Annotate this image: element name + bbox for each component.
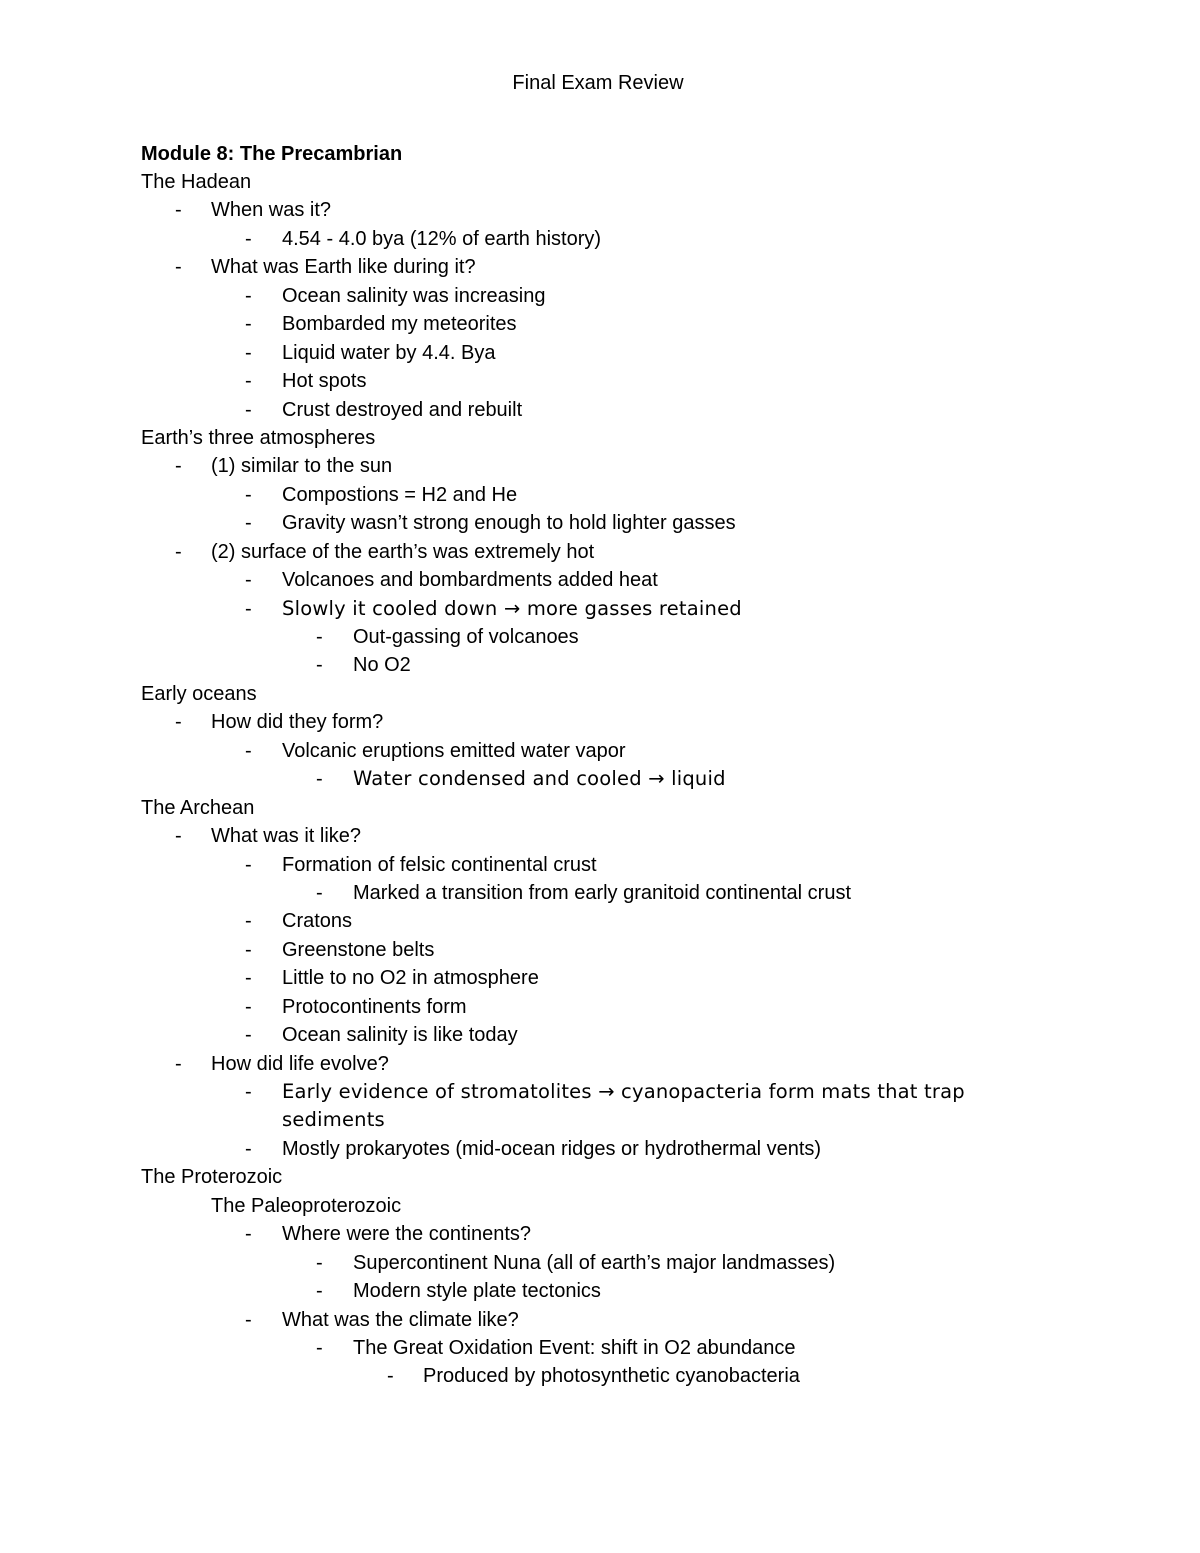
bullet-dash: - xyxy=(316,768,323,791)
bullet-dash: - xyxy=(316,1336,323,1359)
bullet-dash: - xyxy=(245,1137,252,1160)
bullet-dash: - xyxy=(245,483,252,506)
outline-line xyxy=(0,822,1200,850)
outline-text: Produced by photosynthetic cyanobacteria xyxy=(423,1365,800,1388)
outline-line xyxy=(0,1362,1200,1390)
outline-text: Slowly it cooled down → more gasses retained xyxy=(282,596,742,620)
outline-line xyxy=(0,538,1200,566)
outline-line xyxy=(0,367,1200,395)
outline-text: Volcanic eruptions emitted water vapor xyxy=(282,739,626,762)
outline-line xyxy=(0,1163,1200,1191)
outline-line xyxy=(0,595,1200,623)
outline-line xyxy=(0,424,1200,452)
outline-text: Compostions = H2 and He xyxy=(282,483,518,506)
bullet-dash: - xyxy=(316,1280,323,1303)
outline-text: Mostly prokaryotes (mid-ocean ridges or hydrothermal vents) xyxy=(282,1137,822,1160)
outline-line xyxy=(0,708,1200,736)
bullet-dash: - xyxy=(245,313,252,336)
outline-text: What was it like? xyxy=(211,825,362,848)
bullet-dash: - xyxy=(175,256,182,279)
outline-text: Water condensed and cooled → liquid xyxy=(353,767,726,791)
outline-text: Supercontinent Nuna (all of earth’s major landmasses) xyxy=(353,1251,836,1274)
outline-text: How did life evolve? xyxy=(211,1052,389,1075)
outline-line xyxy=(0,936,1200,964)
outline-line xyxy=(0,907,1200,935)
bullet-dash: - xyxy=(316,626,323,648)
outline-text: The Proterozoic xyxy=(141,1166,283,1189)
outline-line xyxy=(0,1249,1200,1277)
outline-text: The Paleoproterozoic xyxy=(211,1194,402,1217)
bullet-dash: - xyxy=(245,938,252,961)
bullet-dash: - xyxy=(245,227,252,250)
bullet-dash: - xyxy=(245,1024,252,1047)
outline-text: sediments xyxy=(282,1108,385,1132)
bullet-dash: - xyxy=(175,711,182,734)
outline-line xyxy=(0,196,1200,224)
outline-line xyxy=(0,1135,1200,1163)
bullet-dash: - xyxy=(245,597,252,620)
outline-line xyxy=(0,310,1200,338)
outline-text: Cratons xyxy=(282,910,353,933)
outline-line xyxy=(0,737,1200,765)
outline-line xyxy=(0,168,1200,196)
outline-line xyxy=(0,1334,1200,1362)
outline-text: The Great Oxidation Event: shift in O2 abundance xyxy=(353,1336,796,1359)
outline-line xyxy=(0,851,1200,879)
outline-line xyxy=(0,1078,1200,1106)
outline-text: The Archean xyxy=(141,796,255,819)
bullet-dash: - xyxy=(245,1223,252,1246)
outline-line xyxy=(0,282,1200,310)
bullet-dash: - xyxy=(245,569,252,592)
outline-line xyxy=(0,765,1200,793)
bullet-dash: - xyxy=(175,825,182,848)
outline-text: How did they form? xyxy=(211,711,384,734)
outline-text: Ocean salinity is like today xyxy=(282,1024,518,1047)
outline-line xyxy=(0,993,1200,1021)
outline-line xyxy=(0,623,1200,651)
outline-line xyxy=(0,225,1200,253)
outline-line xyxy=(0,566,1200,594)
outline-text: Earth’s three atmospheres xyxy=(141,426,376,449)
outline-text: Hot spots xyxy=(282,370,367,393)
module-heading: Module 8: The Precambrian xyxy=(141,143,403,165)
outline-line xyxy=(0,396,1200,424)
bullet-dash: - xyxy=(175,1052,182,1075)
outline-text: Formation of felsic continental crust xyxy=(282,853,597,876)
outline-line xyxy=(0,509,1200,537)
outline-text: Bombarded my meteorites xyxy=(282,313,517,336)
outline-list xyxy=(0,168,1200,1391)
outline-text: Early evidence of stromatolites → cyanopacteria form mats that trap xyxy=(282,1080,965,1103)
outline-text: Where were the continents? xyxy=(282,1223,532,1246)
outline-line xyxy=(0,964,1200,992)
outline-text: Crust destroyed and rebuilt xyxy=(282,398,523,421)
outline-text: Modern style plate tectonics xyxy=(353,1280,601,1303)
outline-line xyxy=(0,651,1200,679)
outline-text: When was it? xyxy=(211,199,332,222)
outline-line xyxy=(0,452,1200,480)
bullet-dash: - xyxy=(245,370,252,393)
outline-line xyxy=(0,879,1200,907)
bullet-dash: - xyxy=(175,199,182,222)
bullet-dash: - xyxy=(175,455,182,478)
outline-line xyxy=(0,794,1200,822)
outline-line xyxy=(0,1277,1200,1305)
outline-text: 4.54 - 4.0 bya (12% of earth history) xyxy=(282,227,602,250)
outline-line xyxy=(0,680,1200,708)
bullet-dash: - xyxy=(387,1365,394,1388)
outline-text: Early oceans xyxy=(141,682,257,705)
outline-line xyxy=(0,1220,1200,1248)
outline-text: (1) similar to the sun xyxy=(211,455,393,478)
outline-line xyxy=(0,339,1200,367)
outline-line xyxy=(0,481,1200,509)
outline-text: Protocontinents form xyxy=(282,995,467,1018)
bullet-dash: - xyxy=(316,1251,323,1274)
bullet-dash: - xyxy=(245,995,252,1018)
bullet-dash: - xyxy=(175,540,182,563)
outline-line xyxy=(0,1306,1200,1334)
outline-text: Ocean salinity was increasing xyxy=(282,284,546,307)
bullet-dash: - xyxy=(245,398,252,421)
outline-text: (2) surface of the earth’s was extremely hot xyxy=(211,540,595,563)
outline-text: Volcanoes and bombardments added heat xyxy=(282,569,658,592)
outline-text: Gravity wasn’t strong enough to hold lighter gasses xyxy=(282,512,736,535)
outline-text: Out-gassing of volcanoes xyxy=(353,626,579,648)
outline-text: No O2 xyxy=(353,654,411,677)
bullet-dash: - xyxy=(245,1308,252,1331)
outline-line-continuation xyxy=(0,1106,1200,1134)
bullet-dash: - xyxy=(245,341,252,364)
bullet-dash: - xyxy=(245,512,252,535)
outline-text: Liquid water by 4.4. Bya xyxy=(282,341,496,364)
bullet-dash: - xyxy=(245,853,252,876)
outline-text: What was the climate like? xyxy=(282,1308,519,1331)
outline-line xyxy=(0,253,1200,281)
outline-text: Greenstone belts xyxy=(282,938,435,961)
outline-line xyxy=(0,1050,1200,1078)
document-title: Final Exam Review xyxy=(512,72,684,94)
bullet-dash: - xyxy=(245,910,252,933)
outline-line xyxy=(0,1021,1200,1049)
bullet-dash: - xyxy=(316,654,323,677)
bullet-dash: - xyxy=(316,881,323,904)
bullet-dash: - xyxy=(245,284,252,307)
outline-text: Marked a transition from early granitoid continental crust xyxy=(353,881,852,904)
bullet-dash: - xyxy=(245,739,252,762)
outline-line-subheading xyxy=(0,1192,1200,1220)
outline-text: Little to no O2 in atmosphere xyxy=(282,967,539,990)
outline-text: The Hadean xyxy=(141,171,252,193)
bullet-dash: - xyxy=(245,1081,252,1103)
outline-text: What was Earth like during it? xyxy=(211,256,476,279)
bullet-dash: - xyxy=(245,967,252,990)
